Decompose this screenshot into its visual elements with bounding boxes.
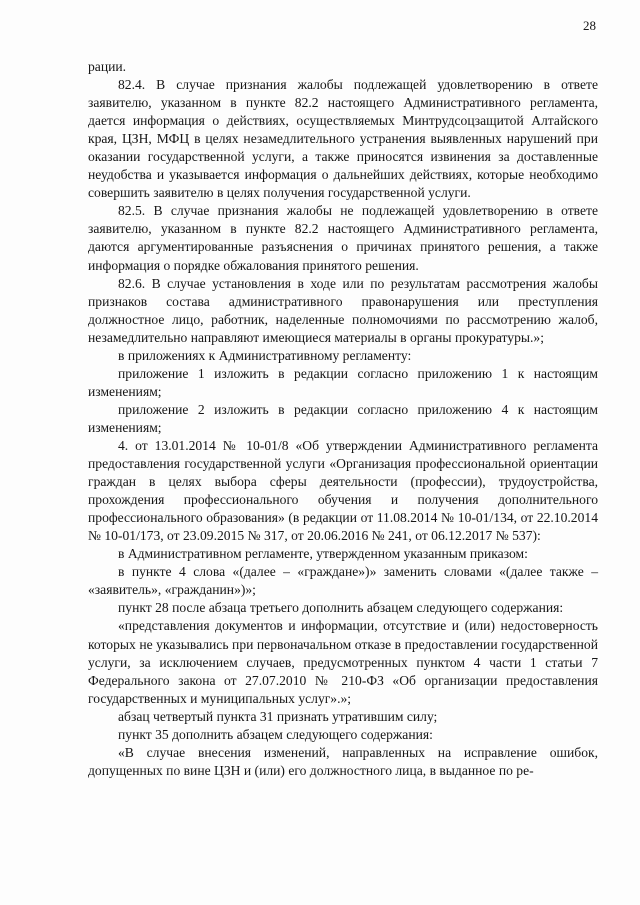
paragraph: в пункте 4 слова «(далее – «граждане»)» заменить словами «(далее также – «заявитель», «гражданин»)»;: [88, 564, 598, 598]
paragraph: приложение 2 изложить в редакции согласно приложению 4 к настоящим изменениям;: [88, 401, 598, 435]
paragraph: пункт 35 дополнить абзацем следующего содержания:: [118, 726, 433, 742]
paragraph: «В случае внесения изменений, направленных на исправление ошибок, допущенных по вине ЦЗН и (или) его должностного лица, в выданное по ре-: [88, 744, 598, 778]
paragraph: в Административном регламенте, утвержденном указанным приказом:: [118, 546, 528, 562]
paragraph: 82.5. В случае признания жалобы не подлежащей удовлетворению в ответе заявителю, указанном в пункте 82.2 настоящего Административного регламента, даются аргументированные разъяснения о причинах принятого решения, а также информация о порядке обжалования принятого решения.: [88, 203, 598, 273]
page-number: 28: [583, 18, 596, 33]
paragraph: 82.4. В случае признания жалобы подлежащей удовлетворению в ответе заявителю, указанном в пункте 82.2 настоящего Административного регламента, дается информация о действиях, осуществляемых Минтрудсоцзащитой Алтайского края, ЦЗН, МФЦ в целях незамедлительного устранения выявленных нарушений при оказании государственной услуги, а также приносятся извинения за доставленные неудобства и указывается информация о дальнейших действиях, которые необходимо совершить заявителю в целях получения государственной услуги.: [88, 77, 598, 201]
paragraph: приложение 1 изложить в редакции согласно приложению 1 к настоящим изменениям;: [88, 365, 598, 399]
paragraph: рации.: [88, 59, 127, 74]
paragraph: «представления документов и информации, отсутствие и (или) недостоверность которых не указывались при первоначальном отказе в предоставлении государственной услуги, за исключением случаев, предусмотренных пунктом 4 части 1 статьи 7 Федерального закона от 27.07.2010 № 210-ФЗ «Об организации предоставления государственных и муниципальных услуг».»;: [88, 618, 598, 706]
paragraph: в приложениях к Административному регламенту:: [118, 347, 412, 363]
paragraph: пункт 28 после абзаца третьего дополнить абзацем следующего содержания:: [118, 600, 564, 616]
paragraph: 4. от 13.01.2014 № 10-01/8 «Об утверждении Административного регламента предоставления государственной услуги «Организация профессиональной ориентации граждан в целях выбора сферы деятельности (профессии), трудоустройства, прохождения профессионального обучения и получения дополнительного профессионального образования» (в редакции от 11.08.2014 № 10-01/134, от 22.10.2014 № 10-01/173, от 23.09.2015 № 317, от 20.06.2016 № 241, от 06.12.2017 № 537):: [88, 437, 598, 544]
paragraph: 82.6. В случае установления в ходе или по результатам рассмотрения жалобы признаков состава административного правонарушения или преступления должностное лицо, работник, наделенные полномочиями по рассмотрению жалоб, незамедлительно направляют имеющиеся материалы в органы прокуратуры.»;: [88, 275, 598, 345]
paragraph: абзац четвертый пункта 31 признать утратившим силу;: [118, 708, 438, 724]
document-body: [88, 58, 598, 780]
